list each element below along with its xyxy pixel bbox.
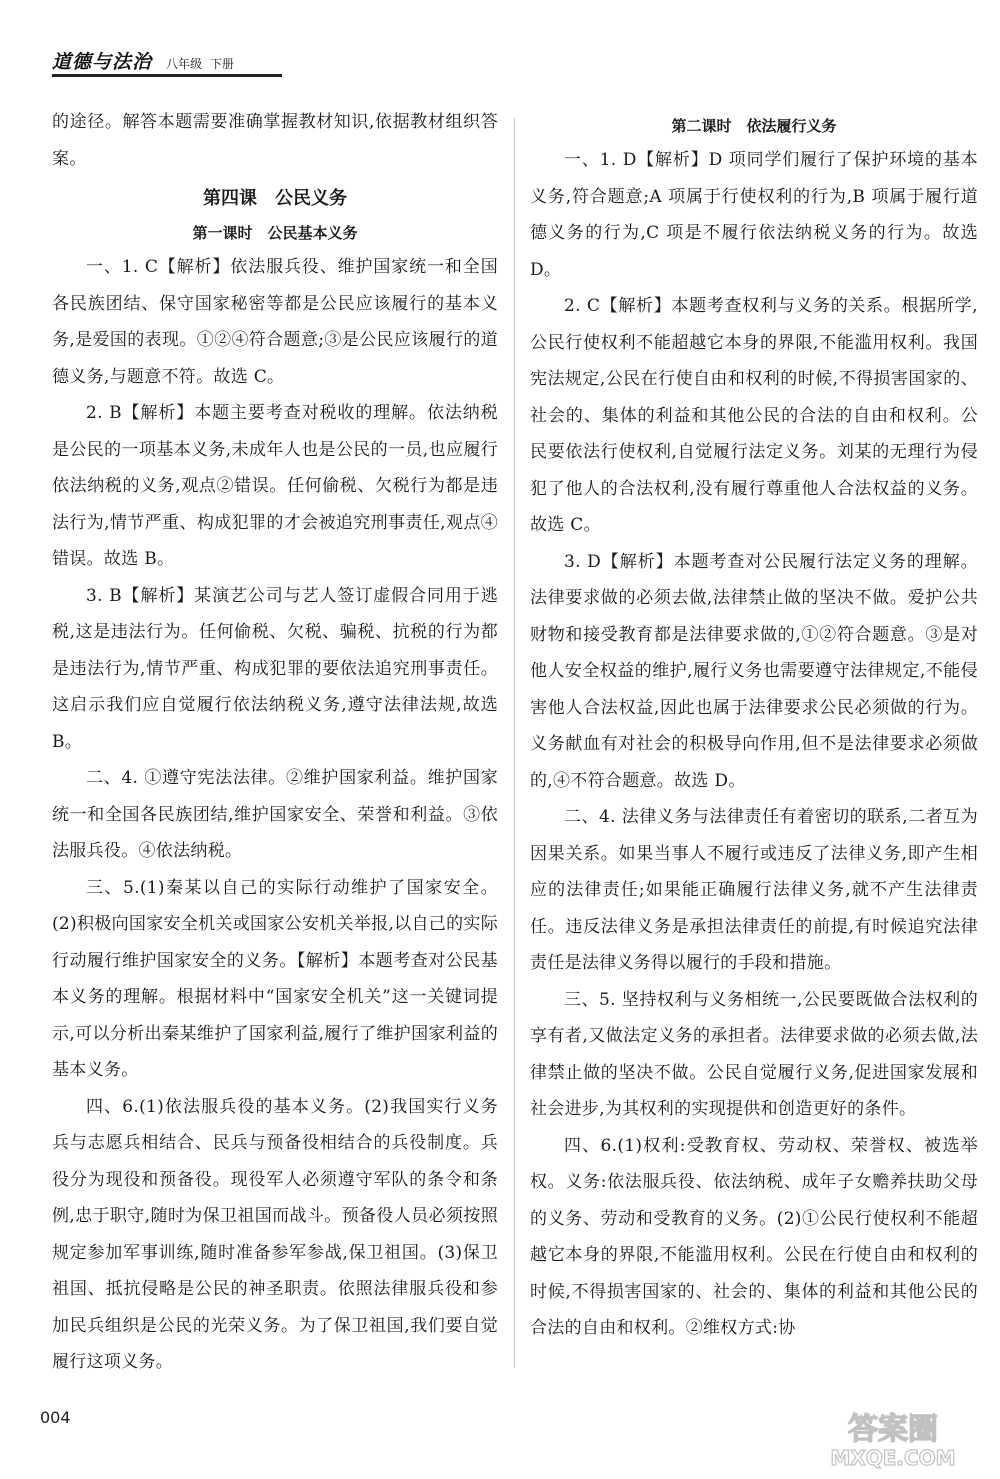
- answer-paragraph: 3. B【解析】某演艺公司与艺人签订虚假合同用于逃税,这是违法行为。任何偷税、欠税、骗税、抗税的行为都是违法行为,情节严重、构成犯罪的要依法追究刑事责任。这启示我们应自觉履行依法纳税义务,遵守法律法规,故选 B。: [52, 585, 498, 752]
- left-column: [52, 104, 498, 1381]
- answer-paragraph: 3. D【解析】本题考查对公民履行法定义务的理解。法律要求做的必须去做,法律禁止做的坚决不做。爱护公共财物和接受教育都是法律要求做的,①②符合题意。③是对他人安全权益的维护,履行义务也需要遵守法律规定,不能侵害他人合法权益,因此也属于法律要求公民必须做的行为。义务献血有对社会的积极导向作用,但不是法律要求必须做的,④不符合题意。故选 D。: [530, 551, 978, 791]
- lesson-title: 第四课 公民义务: [203, 188, 347, 209]
- continued-paragraph: 的途径。解答本题需要准确掌握教材知识,依据教材组织答案。: [52, 112, 498, 169]
- running-header: [52, 44, 292, 78]
- answer-paragraph: 四、6.(1)权利:受教育权、劳动权、荣誉权、被选举权。义务:依法服兵役、依法纳税、成年子女赡养扶助父母的义务、劳动和受教育的义务。(2)①公民行使权利不能超越它本身的界限,不能滥用权利。公民在行使自由和权利的时候,不得损害国家的、社会的、集体的利益和其他公民的合法的自由和权利。②维权方式:协: [530, 1135, 978, 1338]
- watermark-title: 答案圈: [848, 1412, 938, 1447]
- answer-paragraph: 一、1. D【解析】D 项同学们履行了保护环境的基本义务,符合题意;A 项属于行使权利的行为,B 项属于履行道德义务的行为,C 项是不履行依法纳税义务的行为。故选 D。: [530, 150, 978, 280]
- answer-paragraph: 一、1. C【解析】依法服兵役、维护国家统一和全国各民族团结、保守国家秘密等都是公民应该履行的基本义务,是爱国的表现。①②④符合题意;③是公民应该履行的道德义务,与题意不符。故选 C。: [52, 257, 498, 387]
- page-number: 004: [40, 1408, 71, 1427]
- period-title-2: 第二课时 依法履行义务: [671, 117, 837, 135]
- watermark-url: MXQE.COM: [830, 1446, 956, 1470]
- header-bar: [52, 50, 282, 77]
- watermark-logo: [808, 1401, 978, 1471]
- answer-paragraph: 三、5. 坚持权利与义务相统一,公民要既做合法权利的享有者,又做法定义务的承担者。法律要求做的必须去做,法律禁止做的坚决不做。公民自觉履行义务,促进国家发展和社会进步,为其权利的实现提供和创造更好的条件。: [530, 989, 978, 1119]
- volume-label: 下册: [210, 57, 235, 71]
- column-divider: [514, 118, 515, 1368]
- answer-paragraph: 四、6.(1)依法服兵役的基本义务。(2)我国实行义务兵与志愿兵相结合、民兵与预备役相结合的兵役制度。兵役分为现役和预备役。现役军人必须遵守军队的条令和条例,忠于职守,随时为保卫祖国而战斗。预备役人员必须按照规定参加军事训练,随时准备参军参战,保卫祖国。(3)保卫祖国、抵抗侵略是公民的神圣职责。依照法律服兵役和参加民兵组织是公民的光荣义务。为了保卫祖国,我们要自觉履行这项义务。: [52, 1096, 498, 1372]
- answer-paragraph: 2. C【解析】本题考查权利与义务的关系。根据所学,公民行使权利不能超越它本身的界限,不能滥用权利。我国宪法规定,公民在行使自由和权利的时候,不得损害国家的、社会的、集体的利益和其他公民的合法的自由和权利。公民要依法行使权利,自觉履行法定义务。刘某的无理行为侵犯了他人的合法权利,没有履行尊重他人合法权益的义务。故选 C。: [530, 296, 978, 535]
- book-title: 道德与法治: [52, 51, 153, 73]
- period-title-1: 第一课时 公民基本义务: [192, 224, 358, 242]
- answer-paragraph: 二、4. 法律义务与法律责任有着密切的联系,二者互为因果关系。如果当事人不履行或违反了法律义务,即产生相应的法律责任;如果能正确履行法律义务,就不产生法律责任。违反法律义务是承担法律责任的前提,有时候追究法律责任是法律义务得以履行的手段和措施。: [530, 807, 978, 973]
- answer-paragraph: 三、5.(1)秦某以自己的实际行动维护了国家安全。(2)积极向国家安全机关或国家公安机关举报,以自己的实际行动履行维护国家安全的义务。【解析】本题考查对公民基本义务的理解。根据材料中“国家安全机关”这一关键词提示,可以分析出秦某维护了国家利益,履行了维护国家利益的基本义务。: [52, 877, 498, 1080]
- answer-paragraph: 2. B【解析】本题主要考查对税收的理解。依法纳税是公民的一项基本义务,未成年人也是公民的一员,也应履行依法纳税的义务,观点②错误。任何偷税、欠税行为都是违法行为,情节严重、构成犯罪的才会被追究刑事责任,观点④错误。故选 B。: [52, 403, 498, 569]
- grade-label: 八年级: [166, 57, 203, 71]
- answer-paragraph: 二、4. ①遵守宪法法律。②维护国家利益。维护国家统一和全国各民族团结,维护国家安全、荣誉和利益。③依法服兵役。④依法纳税。: [52, 768, 498, 861]
- right-column: [530, 104, 978, 1347]
